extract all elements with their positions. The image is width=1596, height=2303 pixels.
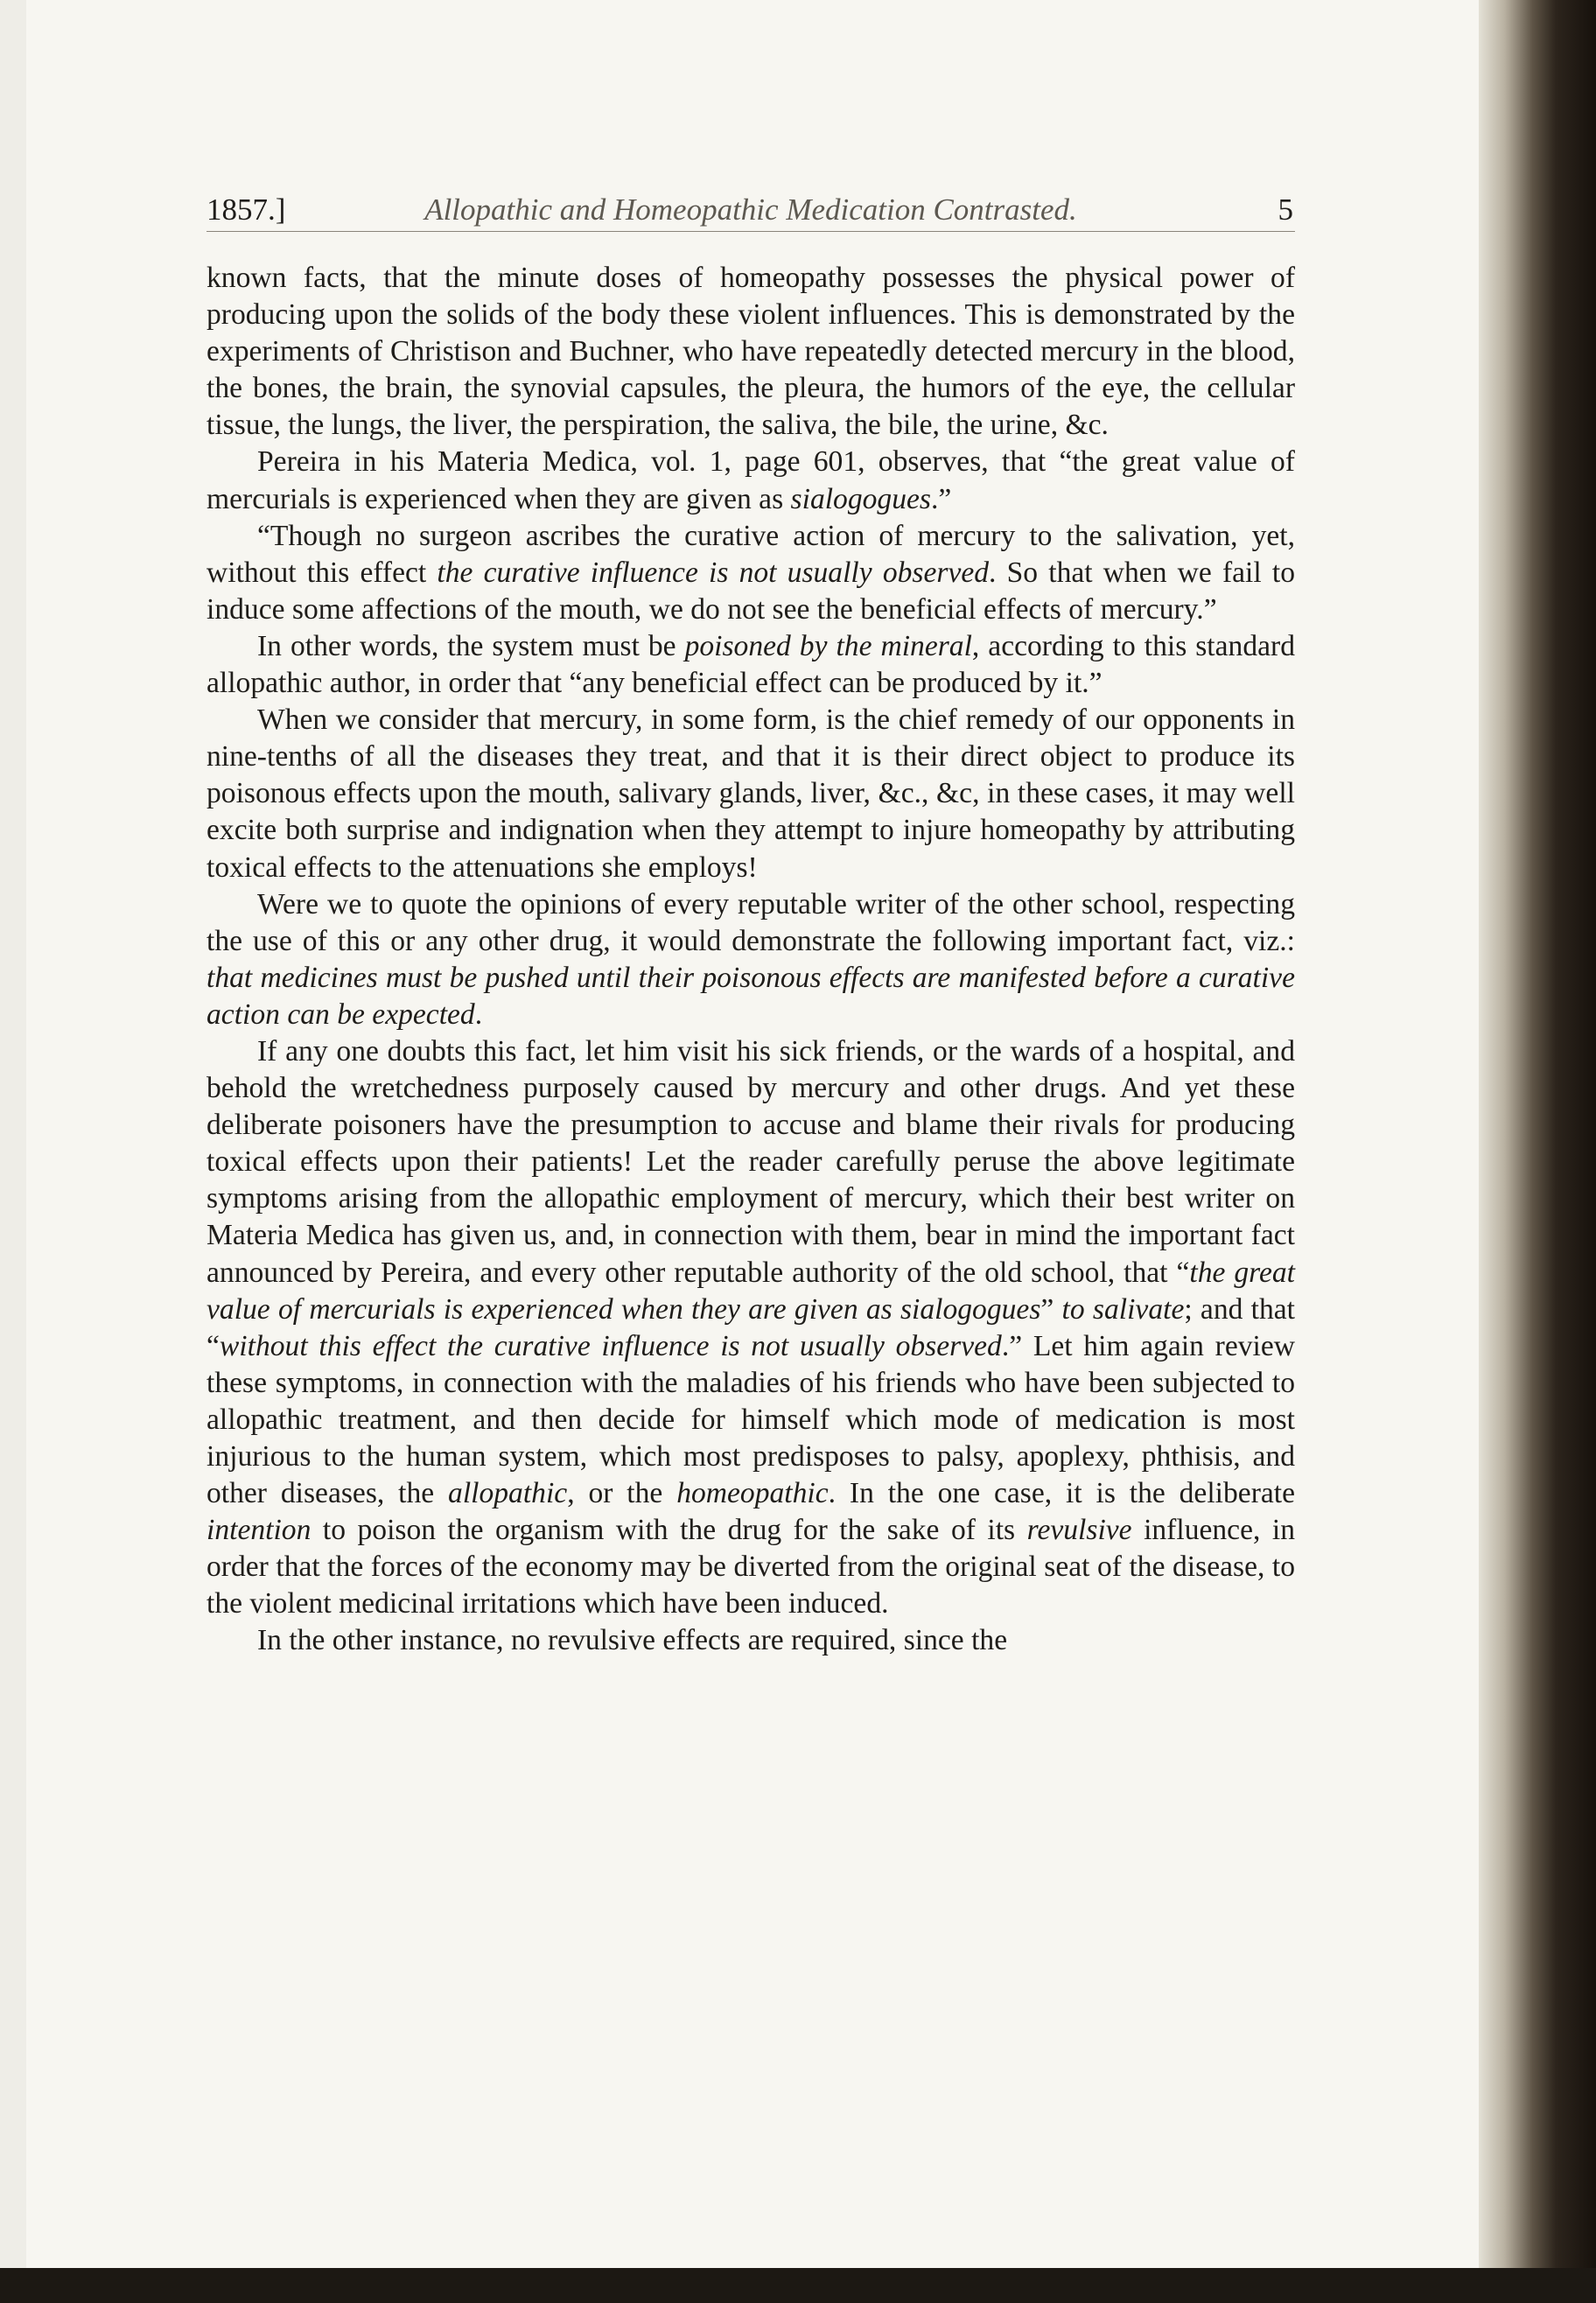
page-number: 5 xyxy=(1278,192,1293,227)
text-run: If any one doubts this fact, let him visit his sick friends, or the wards of a hospital, and behold the wretchedness purposely caused by mercury and other drugs. And yet these deliberate poisoners have the presumption to accuse and blame their rivals for producing toxical effects upon their patients! Let the reader carefully peruse the above legitimate symptoms arising from the allopathic employment of mercury, which their best writer on Materia Medica has given us, and, in connection with them, bear in mind the important fact announced by Pereira, and every other reputable authority of the old school, that “ xyxy=(206,1034,1295,1289)
header-title: Allopathic and Homeopathic Medication Contrasted. xyxy=(424,192,1077,227)
paragraph xyxy=(206,628,1295,702)
text-run: . In the one case, it is the deliberate xyxy=(828,1477,1296,1510)
italic-run: poisoned by the mineral xyxy=(684,629,972,662)
italic-run: revulsive xyxy=(1026,1514,1132,1547)
text-run: In other words, the system must be xyxy=(257,629,685,662)
scan-bottom-edge xyxy=(0,2268,1596,2303)
page-margin xyxy=(0,0,26,2303)
text-run: known facts, that the minute doses of homeopathy possesses the physical power of producing upon the solids of the body these violent influences. This is demonstrated by the experiments of Christison and Buchner, who have repeatedly detected mercury in the blood, the bones, the brain, the synovial capsules, the pleura, the humors of the eye, the cellular tissue, the lungs, the liver, the perspiration, the saliva, the bile, the urine, &c. xyxy=(206,262,1295,442)
paragraph xyxy=(206,886,1295,1033)
book-spine-shadow xyxy=(1479,0,1596,2303)
italic-run: the great value of mercurials is experienced when they are given as sialogogues xyxy=(206,1256,1295,1326)
italic-run: homeopathic xyxy=(676,1477,829,1510)
paragraph xyxy=(206,1622,1295,1659)
book-page xyxy=(206,175,1295,1660)
text-run: ; and that “ xyxy=(206,1292,1296,1362)
header-year: 1857.] xyxy=(206,192,286,227)
italic-run: to salivate xyxy=(1061,1292,1185,1326)
text-run: , or the xyxy=(567,1477,677,1510)
text-run: “Though no surgeon ascribes the curative action of mercury to the salivation, yet, without this effect xyxy=(206,519,1295,589)
italic-run: without this effect the curative influence is not usually observed xyxy=(219,1329,1002,1362)
text-run: . xyxy=(474,998,483,1031)
text-run: . So that when we fail to induce some affections of the mouth, we do not see the beneficial effects of mercury.” xyxy=(206,556,1295,626)
italic-run: sialogogues xyxy=(790,482,931,515)
running-header xyxy=(206,175,1295,232)
italic-run: that medicines must be pushed until their poisonous effects are manifested before a curative action can be expected xyxy=(206,961,1295,1031)
paragraph xyxy=(206,518,1295,628)
text-run: In the other instance, no revulsive effects are required, since the xyxy=(257,1624,1008,1657)
body-text xyxy=(206,260,1295,1660)
text-run: .” Let him again review these symptoms, in connection with the maladies of his friends who have been subjected to allopathic treatment, and then decide for himself which mode of medication is most injurious to the human system, which most predisposes to palsy, apoplexy, phthisis, and other diseases, the xyxy=(206,1329,1295,1510)
text-run: When we consider that mercury, in some form, is the chief remedy of our opponents in nine-tenths of all the diseases they treat, and that it is their direct object to produce its poisonous effects upon the mouth, salivary glands, liver, &c., &c, in these cases, it may well excite both surprise and indignation when they attempt to injure homeopathy by attributing toxical effects to the attenuations she employs! xyxy=(206,704,1295,884)
text-run: influence, in order that the forces of the economy may be diverted from the original seat of the disease, to the violent medicinal irritations which have been induced. xyxy=(206,1514,1295,1620)
paragraph xyxy=(206,1033,1295,1623)
text-run: Pereira in his Materia Medica, vol. 1, page 601, observes, that “the great value of mercurials is experienced when they are given as xyxy=(206,445,1295,515)
paragraph xyxy=(206,444,1295,517)
text-run: , according to this standard allopathic author, in order that “any beneficial effect can be produced by it.” xyxy=(206,629,1295,700)
paragraph xyxy=(206,702,1295,886)
italic-run: the curative influence is not usually observed xyxy=(437,556,990,589)
paragraph xyxy=(206,260,1295,444)
text-run: .” xyxy=(930,482,952,515)
text-run: ” xyxy=(1040,1292,1062,1326)
italic-run: intention xyxy=(206,1514,312,1547)
italic-run: allopathic xyxy=(448,1477,568,1510)
text-run: to poison the organism with the drug for the sake of its xyxy=(311,1514,1027,1547)
text-run: Were we to quote the opinions of every reputable writer of the other school, respecting the use of this or any other drug, it would demonstrate the following important fact, viz.: xyxy=(206,887,1295,957)
